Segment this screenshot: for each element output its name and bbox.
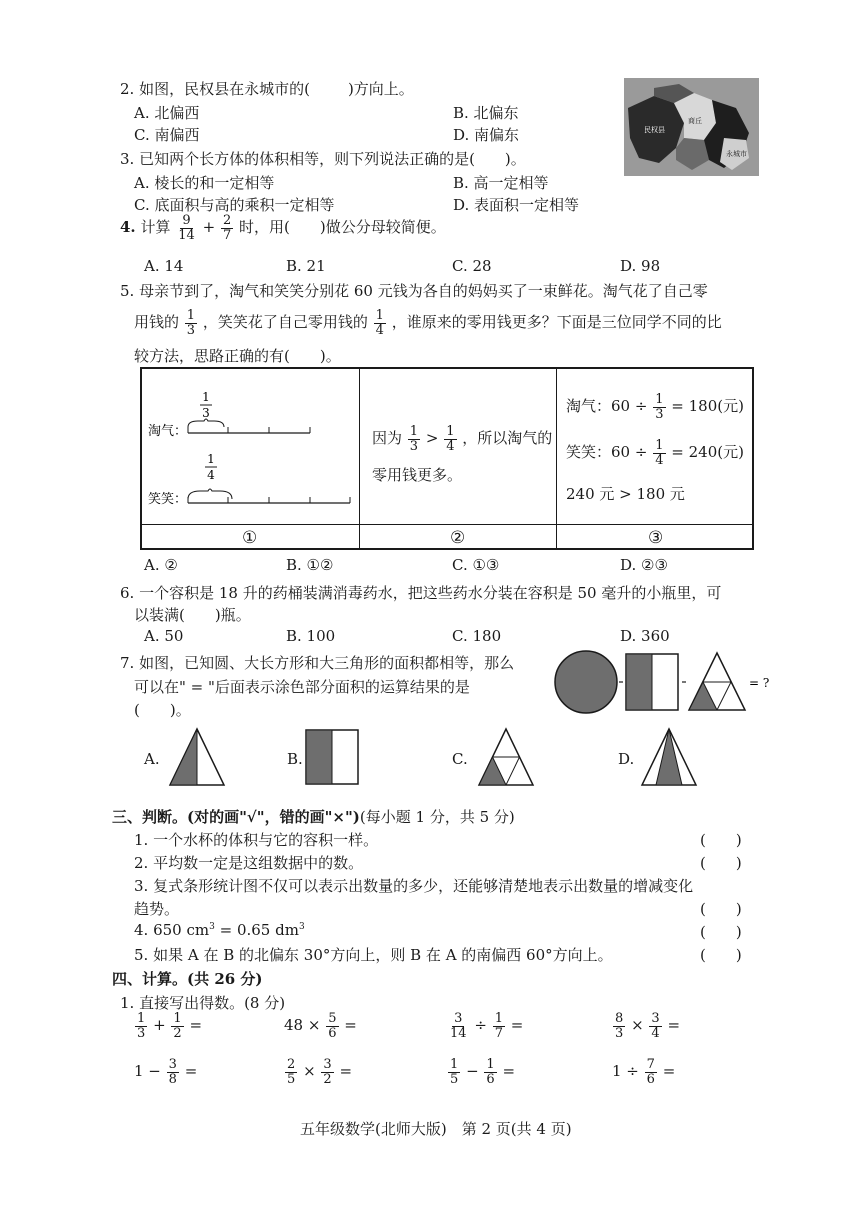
- method-label-2: ②: [450, 528, 466, 548]
- q2-option-d[interactable]: D. 南偏东: [453, 126, 520, 144]
- cell3-row1: 淘气：60 ÷ $\frac{1}{3}$ = 180(元): [566, 392, 744, 422]
- q2-option-b[interactable]: B. 北偏东: [453, 104, 519, 122]
- region-map-image: [624, 78, 759, 176]
- q4-stem: 4. 计算 $\frac{9}{14}$ + $\frac{2}{7}$ 时，用( )做公分母较简便。: [120, 213, 446, 243]
- option-d-triangle-figure: [640, 727, 698, 787]
- judge-item-1: 1. 一个水杯的体积与它的容积一样。: [134, 831, 379, 849]
- q6-line1: 6. 一个容积是 18 升的药桶装满消毒药水，把这些药水分装在容积是 50 毫升的小瓶里，可: [120, 584, 722, 602]
- fraction: $\frac{2}{7}$: [222, 213, 232, 243]
- cell2-line2: 零用钱更多。: [372, 466, 463, 484]
- cell2-reasoning: 因为 $\frac{1}{3}$ > $\frac{1}{4}$ ，所以淘气的: [372, 424, 553, 454]
- q2-stem: 2. 如图，民权县在永城市的( )方向上。: [120, 80, 414, 98]
- method-label-3: ③: [648, 528, 664, 548]
- q7-shapes-figure: [553, 647, 770, 719]
- judge-item-2: 2. 平均数一定是这组数据中的数。: [134, 854, 364, 872]
- q5-line3: 较方法，思路正确的有( )。: [134, 347, 341, 365]
- method-label-1: ①: [242, 528, 258, 548]
- q6-line2: 以装满( )瓶。: [134, 606, 251, 624]
- option-b-rectangle-figure: [304, 727, 360, 787]
- calc-1: $\frac{1}{3}$ + $\frac{1}{2}$ =: [137, 1011, 203, 1041]
- map-label-shangqiu: 商丘: [688, 117, 702, 125]
- option-c-triangle-figure: [477, 727, 535, 787]
- q4-option-c[interactable]: C. 28: [452, 257, 492, 275]
- q7-option-b[interactable]: B.: [287, 750, 303, 768]
- answer-blank-2[interactable]: ( ): [700, 854, 742, 872]
- q4-option-d[interactable]: D. 98: [620, 257, 661, 275]
- answer-blank-5[interactable]: ( ): [700, 946, 742, 964]
- q3-option-c[interactable]: C. 底面积与高的乘积一定相等: [134, 196, 335, 214]
- q6-option-d[interactable]: D. 360: [620, 627, 670, 645]
- section4-sub1: 1. 直接写出得数。(8 分): [120, 994, 286, 1012]
- answer-blank-3[interactable]: ( ): [700, 900, 742, 918]
- svg-text:1: 1: [207, 452, 215, 466]
- q3-option-a[interactable]: A. 棱长的和一定相等: [134, 174, 275, 192]
- q5-option-b[interactable]: B. ①②: [286, 556, 334, 574]
- q6-option-c[interactable]: C. 180: [452, 627, 502, 645]
- q3-option-d[interactable]: D. 表面积一定相等: [453, 196, 580, 214]
- q6-option-a[interactable]: A. 50: [144, 627, 184, 645]
- q5-option-c[interactable]: C. ①③: [452, 556, 500, 574]
- svg-text:= ?: = ?: [749, 676, 770, 690]
- page-footer: 五年级数学(北师大版) 第 2 页(共 4 页): [300, 1120, 572, 1138]
- q7-option-a[interactable]: A.: [144, 750, 160, 768]
- calc-8: 1 ÷ $\frac{7}{6}$ =: [612, 1057, 676, 1087]
- q6-option-b[interactable]: B. 100: [286, 627, 336, 645]
- answer-blank-1[interactable]: ( ): [700, 831, 742, 849]
- calc-6: $\frac{2}{5}$ × $\frac{3}{2}$ =: [287, 1057, 353, 1087]
- calc-3: $\frac{3}{14}$ ÷ $\frac{1}{7}$ =: [450, 1011, 524, 1041]
- q3-option-b[interactable]: B. 高一定相等: [453, 174, 549, 192]
- svg-text:淘气：: 淘气：: [148, 424, 188, 439]
- judge-item-5: 5. 如果 A 在 B 的北偏东 30°方向上，则 B 在 A 的南偏西 60°方向上。: [134, 946, 613, 964]
- answer-blank-4[interactable]: ( ): [700, 923, 742, 941]
- q5-line2: 用钱的 $\frac{1}{3}$ ，笑笑花了自己零用钱的 $\frac{1}{4}$ ，谁原来的零用钱更多？下面是三位同学不同的比: [134, 308, 722, 338]
- segment-diagram: [142, 369, 359, 524]
- fraction: $\frac{1}{3}$: [186, 308, 196, 338]
- q7-option-c[interactable]: C.: [452, 750, 468, 768]
- map-label-yongcheng: 永城市: [726, 150, 747, 158]
- fraction: $\frac{1}{4}$: [375, 308, 384, 338]
- q7-line3: ( )。: [134, 701, 191, 719]
- calc-5: 1 − $\frac{3}{8}$ =: [134, 1057, 198, 1087]
- fraction: $\frac{9}{14}$: [178, 213, 195, 243]
- q2-option-c[interactable]: C. 南偏西: [134, 126, 200, 144]
- judge-item-3-cont: 趋势。: [134, 900, 180, 918]
- q7-line2: 可以在" = "后面表示涂色部分面积的运算结果的是: [134, 678, 470, 696]
- q4-option-b[interactable]: B. 21: [286, 257, 326, 275]
- option-a-triangle-figure: [168, 727, 226, 787]
- section4-title: 四、计算。(共 26 分): [112, 970, 263, 988]
- cell3-row3: 240 元 > 180 元: [566, 485, 685, 503]
- judge-item-4: 4. 650 $cm^3 = 0.65$ $dm^3$: [134, 921, 305, 939]
- calc-7: $\frac{1}{5}$ − $\frac{1}{6}$ =: [450, 1057, 516, 1087]
- q3-stem: 3. 已知两个长方体的体积相等，则下列说法正确的是( )。: [120, 150, 526, 168]
- q4-option-a[interactable]: A. 14: [144, 257, 184, 275]
- q5-method-table: [140, 367, 754, 550]
- calc-2: 48 × $\frac{5}{6}$ =: [284, 1011, 357, 1041]
- section3-title: 三、判断。(对的画"√"，错的画"×")(每小题 1 分，共 5 分): [112, 808, 515, 826]
- cell3-row2: 笑笑：60 ÷ $\frac{1}{4}$ = 240(元): [566, 438, 744, 468]
- calc-4: $\frac{8}{3}$ × $\frac{3}{4}$ =: [615, 1011, 681, 1041]
- judge-item-3: 3. 复式条形统计图不仅可以表示出数量的多少，还能够清楚地表示出数量的增减变化: [134, 877, 694, 895]
- q7-line1: 7. 如图，已知圆、大长方形和大三角形的面积都相等，那么: [120, 654, 515, 672]
- svg-text:3: 3: [202, 406, 210, 420]
- q7-option-d[interactable]: D.: [618, 750, 635, 768]
- svg-text:1: 1: [202, 390, 210, 404]
- q2-option-a[interactable]: A. 北偏西: [134, 104, 200, 122]
- q5-option-a[interactable]: A. ②: [144, 556, 178, 574]
- svg-text:4: 4: [207, 468, 215, 482]
- q5-option-d[interactable]: D. ②③: [620, 556, 668, 574]
- svg-text:笑笑：: 笑笑：: [148, 492, 188, 507]
- q5-line1: 5. 母亲节到了，淘气和笑笑分别花 60 元钱为各自的妈妈买了一束鲜花。淘气花了自己零: [120, 282, 708, 300]
- map-label-minquan: 民权县: [644, 126, 665, 134]
